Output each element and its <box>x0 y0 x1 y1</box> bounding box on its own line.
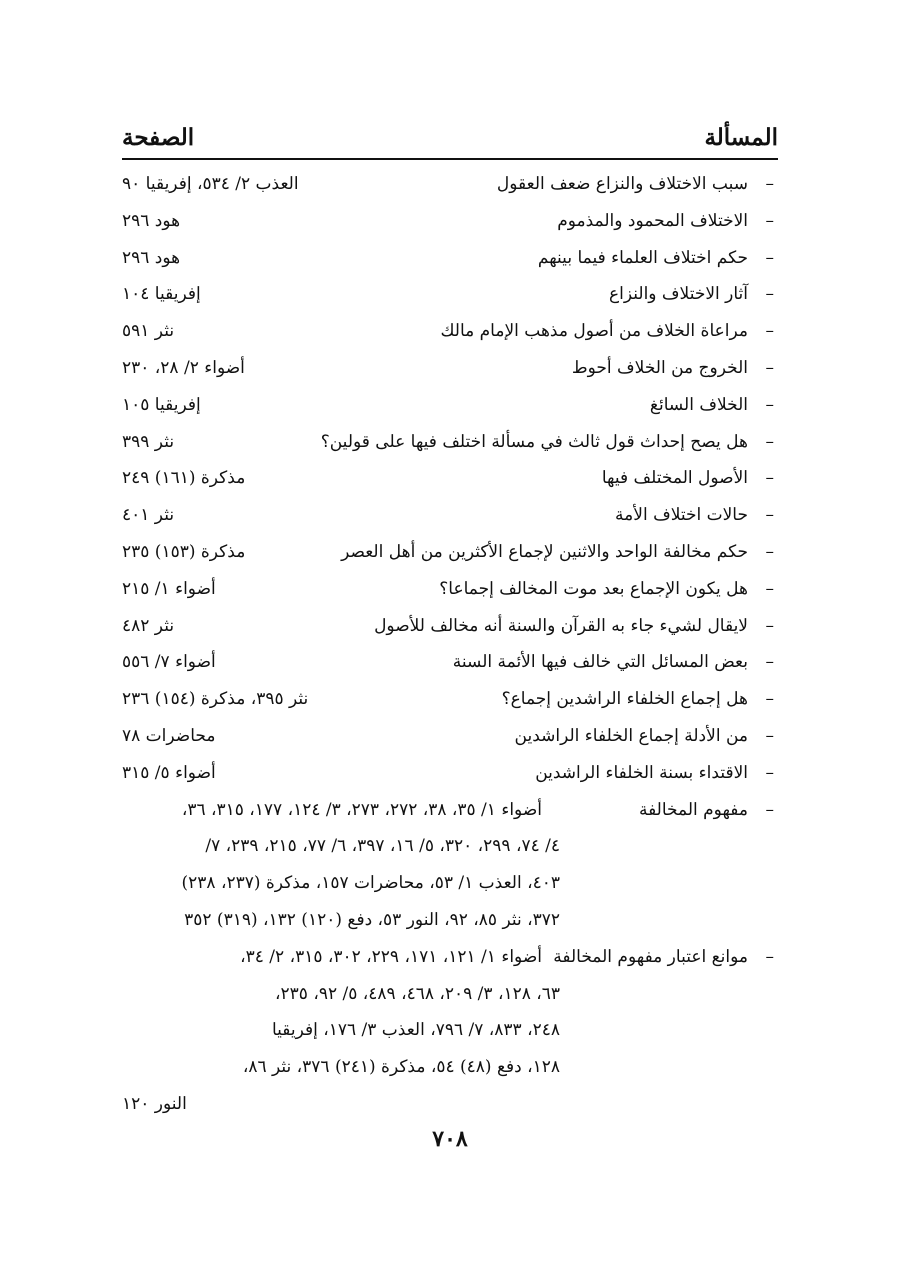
entry-topic: آثار الاختلاف والنزاع <box>609 284 748 305</box>
entry-topic: من الأدلة إجماع الخلفاء الراشدين <box>514 725 748 746</box>
entry-dash: – <box>765 799 774 820</box>
reference-line: ٤/ ٧٤، ٢٩٩، ٣٢٠، ٥/ ١٦، ٣٩٧، ٦/ ٧٧، ٢١٥، ٢٣٩، ٧/ <box>205 836 560 857</box>
entry-dash: – <box>765 468 774 489</box>
index-entry <box>122 681 778 718</box>
entry-reference: مذكرة (١٦١) ٢٤٩ <box>122 468 246 489</box>
reference-continuation <box>122 976 778 1013</box>
index-entry <box>122 460 778 497</box>
reference-continuation <box>122 828 778 865</box>
reference-line: ٤٠٣، العذب ١/ ٥٣، محاضرات ١٥٧، مذكرة (٢٣٧، ٢٣٨) <box>181 873 560 894</box>
entry-reference: العذب ٢/ ٥٣٤، إفريقيا ٩٠ <box>122 174 299 194</box>
index-entry <box>122 387 778 424</box>
page-number: ٧٠٨ <box>432 1126 468 1152</box>
page-column-heading: الصفحة <box>122 124 195 151</box>
index-entry <box>122 203 778 240</box>
entry-reference: أضواء ١/ ١٢١، ١٧١، ٢٢٩، ٣٠٢، ٣١٥، ٢/ ٣٤، <box>240 946 542 967</box>
entry-dash: – <box>765 174 774 194</box>
entry-dash: – <box>765 762 774 783</box>
entry-reference: نثر ٣٩٥، مذكرة (١٥٤) ٢٣٦ <box>122 689 309 710</box>
entry-topic: الاختلاف المحمود والمذموم <box>557 210 748 231</box>
entry-reference: إفريقيا ١٠٥ <box>122 394 201 415</box>
index-entry <box>122 534 778 571</box>
topic-column-heading: المسألة <box>704 124 778 151</box>
index-entry <box>122 755 778 792</box>
entry-dash: – <box>765 689 774 710</box>
entry-topic: هل يصح إحداث قول ثالث في مسألة اختلف فيها على قولين؟ <box>320 431 748 452</box>
entry-reference: أضواء ١/ ٢١٥ <box>122 578 216 599</box>
entry-dash: – <box>765 247 774 268</box>
entry-topic: الأصول المختلف فيها <box>601 468 748 489</box>
entry-dash: – <box>765 431 774 452</box>
entry-topic: هل إجماع الخلفاء الراشدين إجماع؟ <box>501 689 748 710</box>
entry-reference: نثر ٣٩٩ <box>122 431 175 452</box>
entry-dash: – <box>765 725 774 746</box>
entry-topic: الاقتداء بسنة الخلفاء الراشدين <box>535 762 748 783</box>
reference-continuation <box>122 1086 778 1123</box>
reference-line: ٣٧٢، نثر ٨٥، ٩٢، النور ٥٣، دفع (١٢٠) ١٣٢، (٣١٩) ٣٥٢ <box>184 909 560 930</box>
entry-dash: – <box>765 541 774 562</box>
index-entry <box>122 571 778 608</box>
index-entry <box>122 240 778 277</box>
entry-reference: أضواء ٥/ ٣١٥ <box>122 762 216 783</box>
entry-dash: – <box>765 321 774 342</box>
index-entry <box>122 497 778 534</box>
index-entry-mawani <box>122 939 778 976</box>
entry-dash: – <box>765 357 774 378</box>
entry-topic: حالات اختلاف الأمة <box>615 505 748 526</box>
entry-dash: – <box>765 652 774 673</box>
reference-continuation <box>122 865 778 902</box>
entry-reference: مذكرة (١٥٣) ٢٣٥ <box>122 541 246 562</box>
entry-topic: بعض المسائل التي خالف فيها الأئمة السنة <box>452 652 748 673</box>
table-header <box>122 122 778 160</box>
entry-topic: لايقال لشيء جاء به القرآن والسنة أنه مخالف للأصول <box>374 615 748 636</box>
entry-dash: – <box>765 578 774 599</box>
entry-topic: الخلاف السائغ <box>649 394 748 415</box>
entry-dash: – <box>765 284 774 305</box>
entry-reference: نثر ٤٠١ <box>122 505 175 526</box>
index-entry <box>122 276 778 313</box>
entry-dash: – <box>765 615 774 636</box>
entry-topic: الخروج من الخلاف أحوط <box>571 357 748 378</box>
entry-reference: إفريقيا ١٠٤ <box>122 284 201 305</box>
reference-continuation <box>122 1012 778 1049</box>
index-entry <box>122 350 778 387</box>
reference-line: ١٢٨، دفع (٤٨) ٥٤، مذكرة (٢٤١) ٣٧٦، نثر ٨٦، <box>242 1057 560 1078</box>
reference-line: ٢٤٨، ٨٣٣، ٧/ ٧٩٦، العذب ٣/ ١٧٦، إفريقيا <box>271 1020 560 1041</box>
index-entry <box>122 424 778 461</box>
entry-reference: نثر ٤٨٢ <box>122 615 175 636</box>
index-entry <box>122 608 778 645</box>
reference-continuation <box>122 1049 778 1086</box>
entry-reference: أضواء ١/ ٣٥، ٣٨، ٢٧٢، ٢٧٣، ٣/ ١٢٤، ١٧٧، ٣١٥، ٣٦، <box>181 799 542 820</box>
reference-continuation <box>122 902 778 939</box>
entry-reference: أضواء ٧/ ٥٥٦ <box>122 652 216 673</box>
entry-topic: سبب الاختلاف والنزاع ضعف العقول <box>496 174 748 194</box>
entry-topic: مفهوم المخالفة <box>638 799 748 820</box>
entry-reference: محاضرات ٧٨ <box>122 725 216 746</box>
entry-dash: – <box>765 946 774 967</box>
entry-topic: مراعاة الخلاف من أصول مذهب الإمام مالك <box>440 321 748 342</box>
index-entries <box>122 166 778 1123</box>
index-entry <box>122 166 778 203</box>
entry-topic: حكم اختلاف العلماء فيما بينهم <box>537 247 748 268</box>
entry-dash: – <box>765 505 774 526</box>
entry-topic: هل يكون الإجماع بعد موت المخالف إجماعا؟ <box>439 578 748 599</box>
entry-dash: – <box>765 210 774 231</box>
index-entry <box>122 718 778 755</box>
index-entry <box>122 644 778 681</box>
reference-line: النور ١٢٠ <box>122 1093 187 1114</box>
reference-line: ٦٣، ١٢٨، ٣/ ٢٠٩، ٤٦٨، ٤٨٩، ٥/ ٩٢، ٢٣٥، <box>275 983 560 1004</box>
entry-topic: حكم مخالفة الواحد والاثنين لإجماع الأكثرين من أهل العصر <box>341 541 748 562</box>
entry-reference: أضواء ٢/ ٢٨، ٢٣٠ <box>122 357 245 378</box>
index-entry <box>122 313 778 350</box>
entry-reference: هود ٢٩٦ <box>122 247 181 268</box>
index-entry-mafhum <box>122 792 778 829</box>
entry-reference: نثر ٥٩١ <box>122 321 175 342</box>
entry-reference: هود ٢٩٦ <box>122 210 181 231</box>
entry-topic: موانع اعتبار مفهوم المخالفة <box>553 946 748 967</box>
entry-dash: – <box>765 394 774 415</box>
